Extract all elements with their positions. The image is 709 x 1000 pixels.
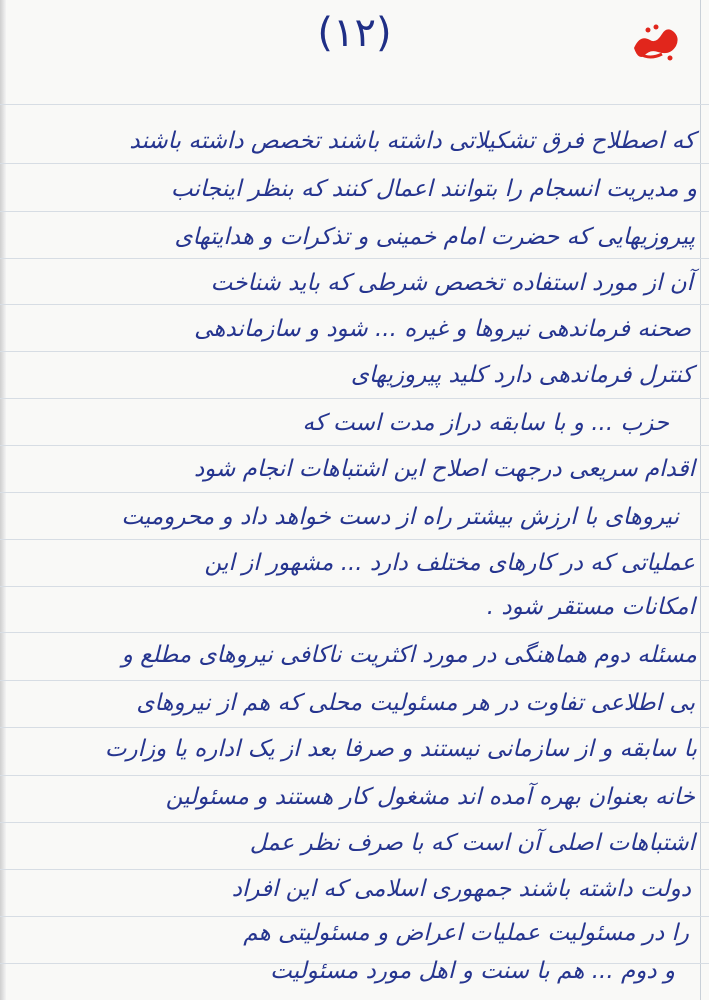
ruled-line (0, 539, 709, 540)
ruled-line (0, 445, 709, 446)
ruled-line (0, 916, 709, 917)
text-line: اشتباهات اصلی آن است که با صرف نظر عمل (249, 830, 695, 856)
ruled-line (0, 822, 709, 823)
navid-logo (626, 18, 686, 64)
text-line: پیروزیهایی که حضرت امام خمینی و تذکرات و هدایتهای (174, 224, 695, 250)
text-line: دولت داشته باشند جمهوری اسلامی که این افراد (231, 876, 691, 902)
text-line: و دوم ... هم با سنت و اهل مورد مسئولیت (270, 958, 675, 984)
text-line: بی اطلاعی تفاوت در هر مسئولیت محلی که هم از نیروهای (136, 690, 695, 716)
ruled-line (0, 869, 709, 870)
ruled-line (0, 680, 709, 681)
text-line: اقدام سریعی درجهت اصلاح این اشتباهات انجام شود (193, 456, 695, 482)
ruled-line (0, 304, 709, 305)
text-line: که اصطلاح فرق تشکیلاتی داشته باشند تخصص داشته باشند (129, 128, 695, 154)
text-line: صحنه فرماندهی نیروها و غیره ... شود و سازماندهی (194, 316, 691, 342)
page-number: (۱۲) (317, 10, 392, 56)
text-line: و مدیریت انسجام را بتوانند اعمال کنند که بنظر اینجانب (170, 176, 697, 202)
ruled-line (0, 211, 709, 212)
margin-line (700, 0, 701, 1000)
text-line: نیروهای با ارزش بیشتر راه از دست خواهد داد و محرومیت (121, 504, 679, 530)
ruled-line (0, 351, 709, 352)
ruled-line (0, 586, 709, 587)
text-line: را در مسئولیت عملیات اعراض و مسئولیتی هم (243, 920, 689, 946)
ruled-line (0, 632, 709, 633)
ruled-line (0, 398, 709, 399)
ruled-line (0, 492, 709, 493)
text-line: عملیاتی که در کارهای مختلف دارد ... مشهور از این (204, 550, 695, 576)
ruled-line (0, 258, 709, 259)
text-line: خانه بعنوان بهره آمده اند مشغول کار هستند و مسئولین (165, 784, 695, 810)
page-edge (0, 0, 6, 1000)
text-line: با سابقه و از سازمانی نیستند و صرفا بعد از یک اداره یا وزارت (104, 736, 697, 762)
text-line: آن از مورد استفاده تخصص شرطی که باید شناخت (210, 270, 693, 296)
text-line: امکانات مستقر شود . (486, 594, 695, 620)
ruled-line (0, 775, 709, 776)
ruled-line (0, 727, 709, 728)
text-line: حزب ... و با سابقه دراز مدت است که (302, 410, 669, 436)
ruled-line (0, 163, 709, 164)
text-line: کنترل فرماندهی دارد کلید پیروزیهای (350, 362, 693, 388)
ruled-line (0, 104, 709, 105)
text-line: مسئله دوم هماهنگی در مورد اکثریت ناکافی نیروهای مطلع و (121, 642, 697, 668)
